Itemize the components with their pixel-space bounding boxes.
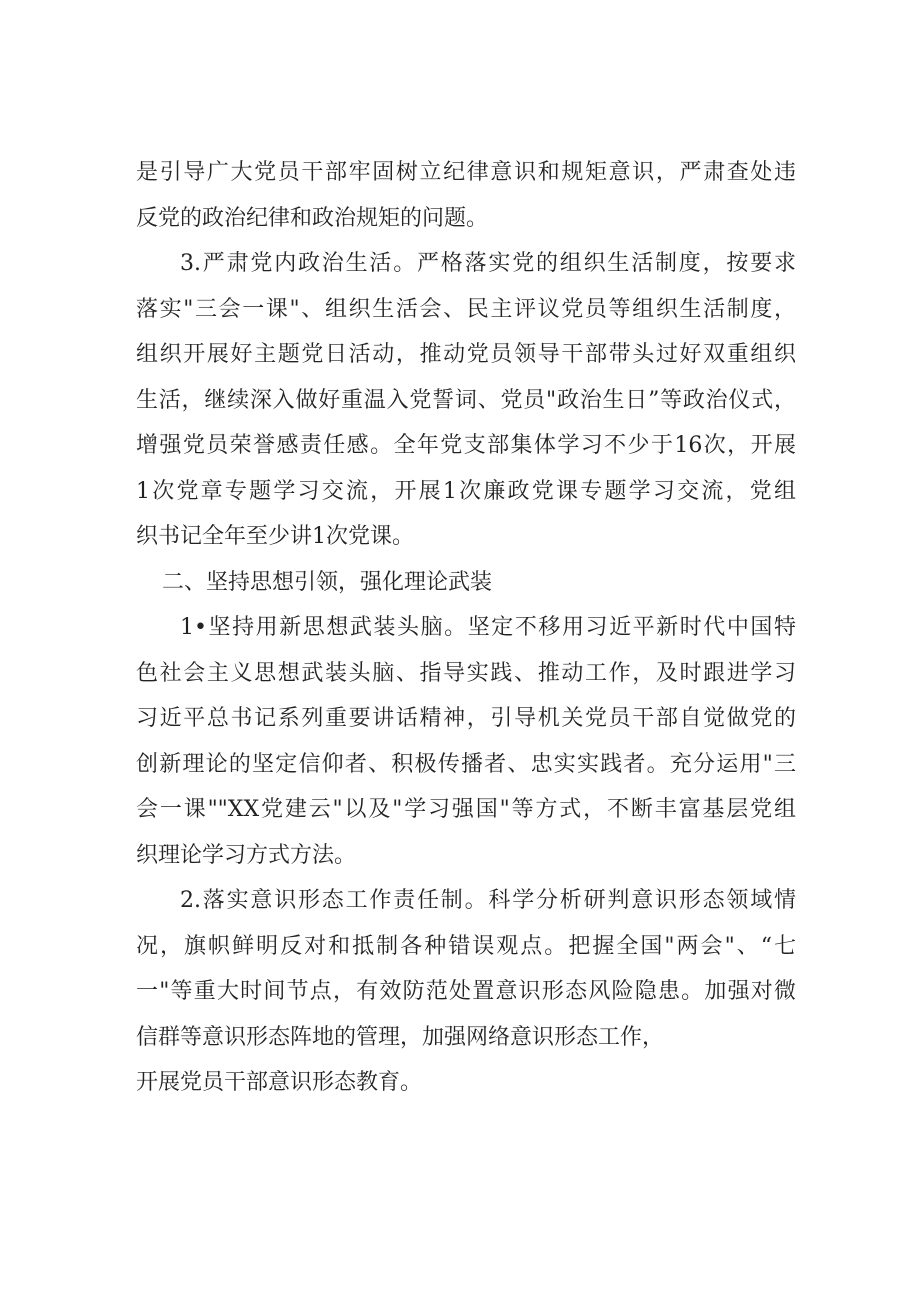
paragraph-line: 创新理论的坚定信仰者、积极传播者、忠实实践者。充分运用"三 <box>136 751 796 777</box>
paragraph-line: 3.严肃党内政治生活。严格落实党的组织生活制度，按要求 <box>180 251 796 276</box>
paragraph-line: 织理论学习方式方法。 <box>136 842 357 868</box>
paragraph-line: 习近平总书记系列重要讲话精神，引导机关党员干部自觉做党的 <box>136 706 796 731</box>
paragraph-line: 信群等意识形态阵地的管理，加强网络意识形态工作， <box>136 1024 665 1050</box>
paragraph-line: 反党的政治纪律和政治规矩的问题。 <box>136 205 489 231</box>
paragraph-line: 况，旗帜鲜明反对和抵制各种错误观点。把握全国"两会"、“七 <box>136 933 796 959</box>
paragraph-line: 组织开展好主题党日活动，推动党员领导干部带头过好双重组织 <box>136 342 796 367</box>
paragraph-line: 会一课""XX党建云"以及"学习强国"等方式，不断丰富基层党组 <box>136 797 796 822</box>
paragraph-line: 1•坚持用新思想武装头脑。坚定不移用习近平新时代中国特 <box>180 615 796 640</box>
paragraph-line: 落实"三会一课"、组织生活会、民主评议党员等组织生活制度， <box>136 296 796 322</box>
paragraph-line: 是引导广大党员干部牢固树立纪律意识和规矩意识，严肃查处违 <box>136 160 796 185</box>
section-heading: 二、坚持思想引领，强化理论武装 <box>162 569 493 595</box>
paragraph-line: 色社会主义思想武装头脑、指导实践、推动工作，及时跟进学习 <box>136 660 796 686</box>
paragraph-line: 生活，继续深入做好重温入党誓词、党员"政治生日”等政治仪式， <box>136 387 796 413</box>
paragraph-line: 增强党员荣誉感责任感。全年党支部集体学习不少于16次，开展 <box>136 433 796 458</box>
paragraph-line: 一"等重大时间节点，有效防范处置意识形态风险隐患。加强对微 <box>136 979 796 1004</box>
document-body <box>136 150 796 1106</box>
paragraph-line: 2.落实意识形态工作责任制。科学分析研判意识形态领域情 <box>180 888 796 913</box>
paragraph-line: 1次党章专题学习交流，开展1次廉政党课专题学习交流，党组 <box>136 478 796 504</box>
paragraph-line: 开展党员干部意识形态教育。 <box>136 1070 423 1095</box>
paragraph-line: 织书记全年至少讲1次党课。 <box>136 524 414 549</box>
